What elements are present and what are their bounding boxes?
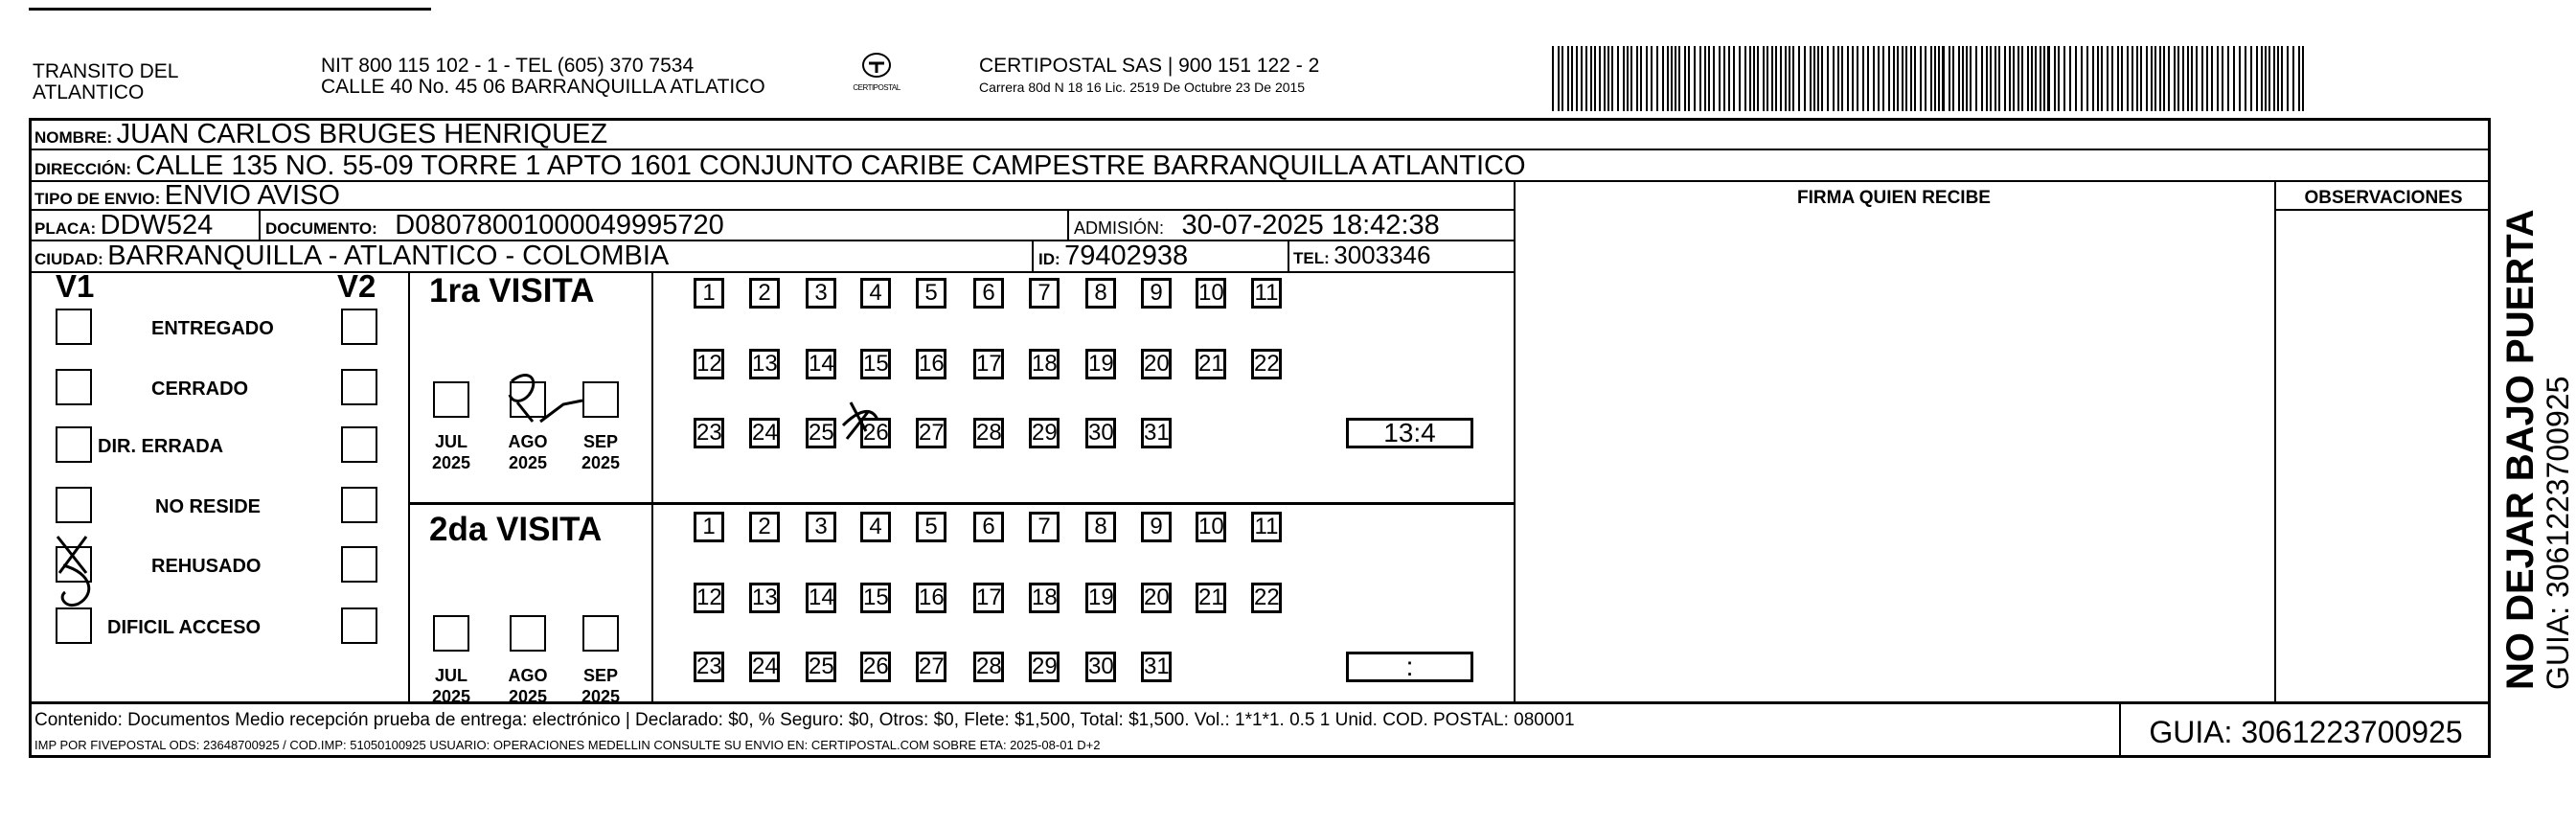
id-value: 79402938 (1064, 241, 1189, 271)
option-label: REHUSADO (151, 556, 262, 577)
company-name: CERTIPOSTAL SAS | 900 151 122 - 2 (979, 55, 1320, 77)
first-day-box[interactable]: 9 (1141, 278, 1172, 309)
obs-label: OBSERVACIONES (2304, 188, 2463, 208)
first-visit-title: 1ra VISITA (429, 272, 595, 309)
first-day-box[interactable]: 28 (973, 418, 1004, 448)
ciudad-label: CIUDAD: (34, 250, 103, 268)
second-day-box[interactable]: 23 (694, 652, 724, 682)
first-day-box[interactable]: 18 (1029, 349, 1060, 379)
second-day-box[interactable]: 13 (749, 583, 780, 613)
second-day-box[interactable]: 3 (806, 512, 836, 542)
second-visit-title: 2da VISITA (429, 511, 603, 548)
month-year: 2025 (581, 453, 621, 472)
second-day-box[interactable]: 17 (973, 583, 1004, 613)
first-day-box[interactable]: 3 (806, 278, 836, 309)
placa-label: PLACA: (34, 219, 97, 238)
second-day-box[interactable]: 4 (860, 512, 891, 542)
second-day-box[interactable]: 20 (1141, 583, 1172, 613)
footer-guia: GUIA: 3061223700925 (2149, 715, 2463, 749)
first-day-box[interactable]: 7 (1029, 278, 1060, 309)
first-day-box[interactable]: 20 (1141, 349, 1172, 379)
logo-text: CERTIPOSTAL (853, 83, 900, 92)
documento-value: D08078001000049995720 (395, 210, 724, 241)
first-day-box[interactable]: 13 (749, 349, 780, 379)
first-day-box[interactable]: 1 (694, 278, 724, 309)
side-text (2500, 153, 2575, 690)
first-day-box[interactable]: 29 (1029, 418, 1060, 448)
second-day-box[interactable]: 31 (1141, 652, 1172, 682)
option-label: DIFICIL ACCESO (107, 617, 262, 638)
org-nit: NIT 800 115 102 - 1 - TEL (605) 370 7534 (321, 55, 695, 77)
documento-label: DOCUMENTO: (265, 219, 377, 238)
first-day-box[interactable]: 17 (973, 349, 1004, 379)
second-day-box[interactable]: 14 (806, 583, 836, 613)
second-day-box[interactable]: 6 (973, 512, 1004, 542)
nombre-label: NOMBRE: (34, 128, 113, 147)
admision-label: ADMISIÓN: (1074, 218, 1165, 238)
first-day-box[interactable]: 24 (749, 418, 780, 448)
second-day-box[interactable]: 29 (1029, 652, 1060, 682)
first-day-box[interactable]: 19 (1085, 349, 1116, 379)
first-day-box[interactable]: 12 (694, 349, 724, 379)
direccion-value: CALLE 135 NO. 55-09 TORRE 1 APTO 1601 CONJUNTO CARIBE CAMPESTRE BARRANQUILLA ATLANTICO (135, 150, 1526, 181)
month-name: JUL (434, 432, 467, 451)
first-day-box[interactable]: 27 (916, 418, 946, 448)
tipo-label: TIPO DE ENVIO: (34, 190, 161, 208)
second-day-box[interactable]: 5 (916, 512, 946, 542)
first-day-box[interactable]: 30 (1085, 418, 1116, 448)
second-day-box[interactable]: 12 (694, 583, 724, 613)
first-day-box[interactable]: 5 (916, 278, 946, 309)
v1-header: V1 (56, 268, 95, 304)
first-day-box[interactable]: 14 (806, 349, 836, 379)
side-warning: NO DEJAR BAJO PUERTA (2499, 209, 2542, 690)
tel-value: 3003346 (1334, 241, 1431, 269)
second-day-box[interactable]: 15 (860, 583, 891, 613)
second-day-box[interactable]: 19 (1085, 583, 1116, 613)
first-day-box[interactable]: 25 (806, 418, 836, 448)
option-label: CERRADO (151, 378, 249, 400)
first-day-box[interactable]: 11 (1251, 278, 1282, 309)
first-day-box[interactable]: 8 (1085, 278, 1116, 309)
second-day-box[interactable]: 2 (749, 512, 780, 542)
second-day-box[interactable]: 9 (1141, 512, 1172, 542)
first-day-box[interactable]: 4 (860, 278, 891, 309)
second-day-box[interactable]: 28 (973, 652, 1004, 682)
first-day-box[interactable]: 31 (1141, 418, 1172, 448)
v2-header: V2 (337, 268, 376, 304)
first-day-box[interactable]: 2 (749, 278, 780, 309)
footer-line1: Contenido: Documentos Medio recepción prueba de entrega: electrónico | Declarado: $0, % Seguro: $0, Otros: $0, Flete: $1,500, Total: $1,500. Vol.: 1*1*1. 0.5 1 Unid. COD. POSTAL: 080001 (34, 710, 1575, 730)
org-line1: TRANSITO DEL (33, 60, 179, 82)
second-day-box[interactable]: 8 (1085, 512, 1116, 542)
month-year: 2025 (431, 453, 471, 472)
first-day-box[interactable]: 15 (860, 349, 891, 379)
direccion-label: DIRECCIÓN: (34, 160, 132, 178)
month-name: SEP (582, 666, 619, 685)
second-day-box[interactable]: 18 (1029, 583, 1060, 613)
second-day-box[interactable]: 21 (1196, 583, 1226, 613)
second-day-box[interactable]: 10 (1196, 512, 1226, 542)
second-day-box[interactable]: 27 (916, 652, 946, 682)
month-name: AGO (508, 666, 548, 685)
tipo-value: ENVIO AVISO (164, 180, 340, 211)
id-label: ID: (1038, 250, 1060, 268)
footer-line2: IMP POR FIVEPOSTAL ODS: 23648700925 / COD.IMP: 51050100925 USUARIO: OPERACIONES MEDELLIN CONSULTE SU ENVIO EN: CERTIPOSTAL.COM SOBRE ETA: 2025-08-01 D+2 (34, 738, 1101, 752)
second-day-box[interactable]: 25 (806, 652, 836, 682)
month-year: 2025 (508, 453, 548, 472)
second-day-box[interactable]: 22 (1251, 583, 1282, 613)
first-day-box[interactable]: 26 (860, 418, 891, 448)
option-label: DIR. ERRADA (98, 436, 224, 457)
first-day-box[interactable]: 23 (694, 418, 724, 448)
nombre-value: JUAN CARLOS BRUGES HENRIQUEZ (116, 119, 608, 149)
company-address: Carrera 80d N 18 16 Lic. 2519 De Octubre 23 De 2015 (979, 80, 1306, 95)
second-day-box[interactable]: 11 (1251, 512, 1282, 542)
month-name: JUL (434, 666, 467, 685)
tel-label: TEL: (1293, 249, 1330, 267)
first-day-box[interactable]: 22 (1251, 349, 1282, 379)
option-label: NO RESIDE (155, 496, 262, 517)
ciudad-value: BARRANQUILLA - ATLANTICO - COLOMBIA (107, 241, 670, 271)
org-line2: ATLANTICO (33, 81, 145, 103)
placa-value: DDW524 (100, 210, 214, 241)
admision-value: 30-07-2025 18:42:38 (1181, 210, 1440, 241)
first-time-box[interactable]: 13:4 (1346, 418, 1473, 448)
second-day-box[interactable]: 1 (694, 512, 724, 542)
month-year: 2025 (581, 687, 621, 706)
org-address: CALLE 40 No. 45 06 BARRANQUILLA ATLATICO (321, 76, 765, 98)
month-year: 2025 (431, 687, 471, 706)
second-day-box[interactable]: 26 (860, 652, 891, 682)
second-day-box[interactable]: 16 (916, 583, 946, 613)
month-name: AGO (508, 432, 548, 451)
month-name: SEP (582, 432, 619, 451)
second-day-box[interactable]: 7 (1029, 512, 1060, 542)
firma-label: FIRMA QUIEN RECIBE (1797, 188, 1991, 208)
option-label: ENTREGADO (151, 318, 274, 339)
second-day-box[interactable]: 30 (1085, 652, 1116, 682)
month-year: 2025 (508, 687, 548, 706)
first-day-box[interactable]: 10 (1196, 278, 1226, 309)
first-day-box[interactable]: 21 (1196, 349, 1226, 379)
second-day-box[interactable]: 24 (749, 652, 780, 682)
first-day-box[interactable]: 16 (916, 349, 946, 379)
second-time-box[interactable]: : (1346, 652, 1473, 682)
first-day-box[interactable]: 6 (973, 278, 1004, 309)
side-guia: GUIA: 3061223700925 (2541, 376, 2575, 690)
